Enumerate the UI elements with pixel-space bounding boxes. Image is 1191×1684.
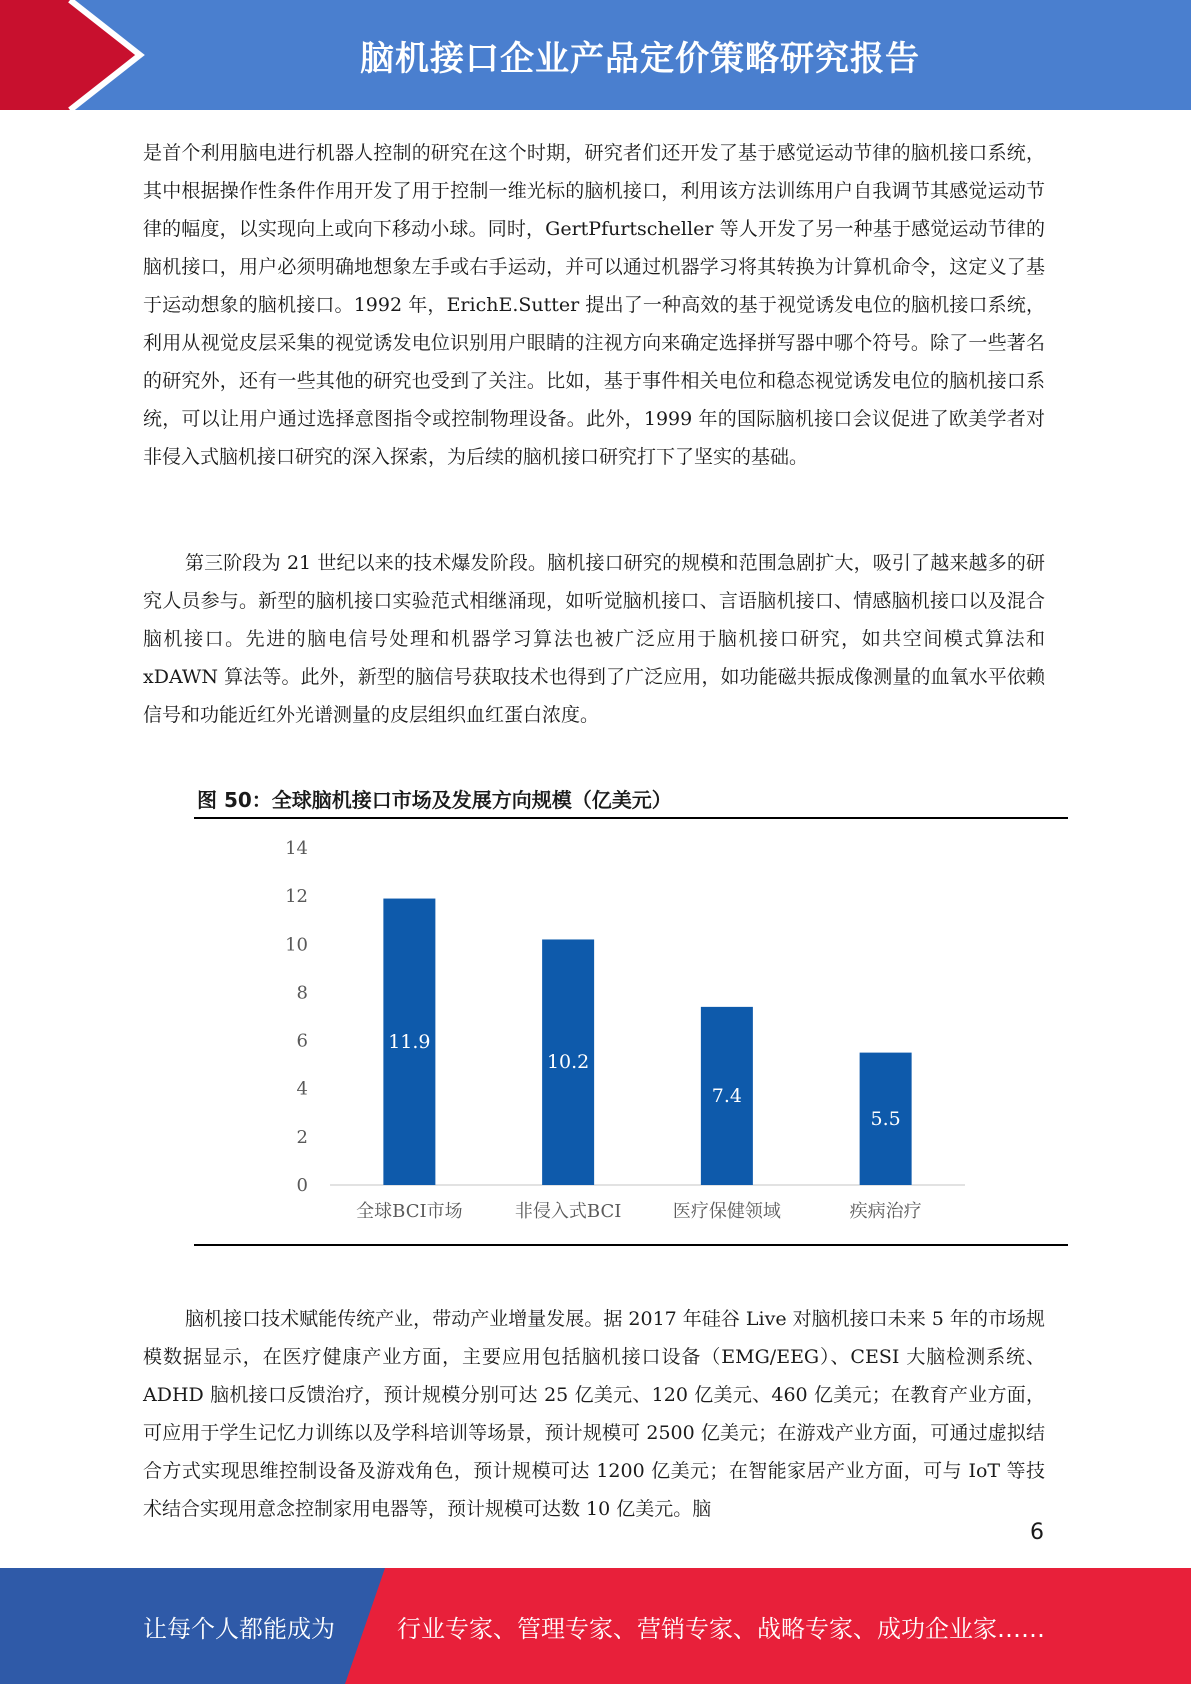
y-tick-label: 6 [296, 1030, 308, 1052]
bar-value-label: 10.2 [546, 1051, 590, 1074]
y-tick-label: 0 [296, 1175, 308, 1196]
body-paragraph-3: 脑机接口技术赋能传统产业，带动产业增量发展。据 2017 年硅谷 Live 对脑机接口未来 5 年的市场规模数据显示，在医疗健康产业方面，主要应用包括脑机接口设备（EMG/EEG）、CESI 大脑检测系统、ADHD 脑机接口反馈治疗，预计规模分别可达 25 亿美元、120 亿美元、460 亿美元；在教育产业方面，可应用于学生记忆力训练以及学科培训等场景，预计规模可 2500 亿美元；在游戏产业方面，可通过虚拟结合方式实现思维控制设备及游戏角色，预计规模可达 1200 亿美元；在智能家居产业方面，可与 IoT 等技术结合实现用意念控制家用电器等，预计规模可达数 10 亿美元。脑 [143, 1308, 1045, 1520]
page-number: 6 [1030, 1520, 1044, 1545]
y-tick-label: 12 [285, 886, 308, 908]
bar-value-label: 5.5 [870, 1107, 901, 1130]
y-tick-label: 10 [285, 934, 308, 956]
figure-caption: 图 50：全球脑机接口市场及发展方向规模（亿美元） [197, 788, 672, 812]
y-tick-label: 4 [296, 1078, 308, 1100]
x-category-label: 全球BCI市场 [356, 1201, 463, 1222]
x-category-label: 非侵入式BCI [514, 1201, 622, 1222]
footer-slogan-left: 让每个人都能成为 [143, 1614, 335, 1643]
page-header [0, 0, 1191, 110]
bar-value-label: 11.9 [388, 1030, 431, 1053]
figure-bottom-rule [194, 1244, 1068, 1246]
bar-chart [270, 830, 990, 1235]
footer-slogan-right: 行业专家、管理专家、营销专家、战略专家、成功企业家…… [397, 1614, 1045, 1643]
y-tick-label: 8 [296, 982, 308, 1004]
y-tick-label: 2 [296, 1126, 308, 1148]
bar-value-label: 7.4 [711, 1084, 742, 1107]
body-paragraph-1: 是首个利用脑电进行机器人控制的研究在这个时期，研究者们还开发了基于感觉运动节律的脑机接口系统，其中根据操作性条件作用开发了用于控制一维光标的脑机接口，利用该方法训练用户自我调节其感觉运动节律的幅度，以实现向上或向下移动小球。同时，GertPfurtscheller 等人开发了另一种基于感觉运动节律的脑机接口，用户必须明确地想象左手或右手运动，并可以通过机器学习将其转换为计算机命令，这定义了基于运动想象的脑机接口。1992 年，ErichE.Sutter 提出了一种高效的基于视觉诱发电位的脑机接口系统，利用从视觉皮层采集的视觉诱发电位识别用户眼睛的注视方向来确定选择拼写器中哪个符号。除了一些著名的研究外，还有一些其他的研究也受到了关注。比如，基于事件相关电位和稳态视觉诱发电位的脑机接口系统，可以让用户通过选择意图指令或控制物理设备。此外，1999 年的国际脑机接口会议促进了欧美学者对非侵入式脑机接口研究的深入探索，为后续的脑机接口研究打下了坚实的基础。 [143, 142, 1045, 468]
body-paragraph-2: 第三阶段为 21 世纪以来的技术爆发阶段。脑机接口研究的规模和范围急剧扩大，吸引了越来越多的研究人员参与。新型的脑机接口实验范式相继涌现，如听觉脑机接口、言语脑机接口、情感脑机接口以及混合脑机接口。先进的脑电信号处理和机器学习算法也被广泛应用于脑机接口研究，如共空间模式算法和 xDAWN 算法等。此外，新型的脑信号获取技术也得到了广泛应用，如功能磁共振成像测量的血氧水平依赖信号和功能近红外光谱测量的皮层组织血红蛋白浓度。 [143, 552, 1045, 726]
x-category-label: 医疗保健领域 [672, 1201, 781, 1222]
y-tick-label: 14 [285, 838, 308, 859]
page-footer [0, 1568, 1191, 1684]
figure-top-rule [194, 817, 1068, 819]
report-title: 脑机接口企业产品定价策略研究报告 [360, 38, 920, 79]
x-category-label: 疾病治疗 [849, 1201, 922, 1222]
